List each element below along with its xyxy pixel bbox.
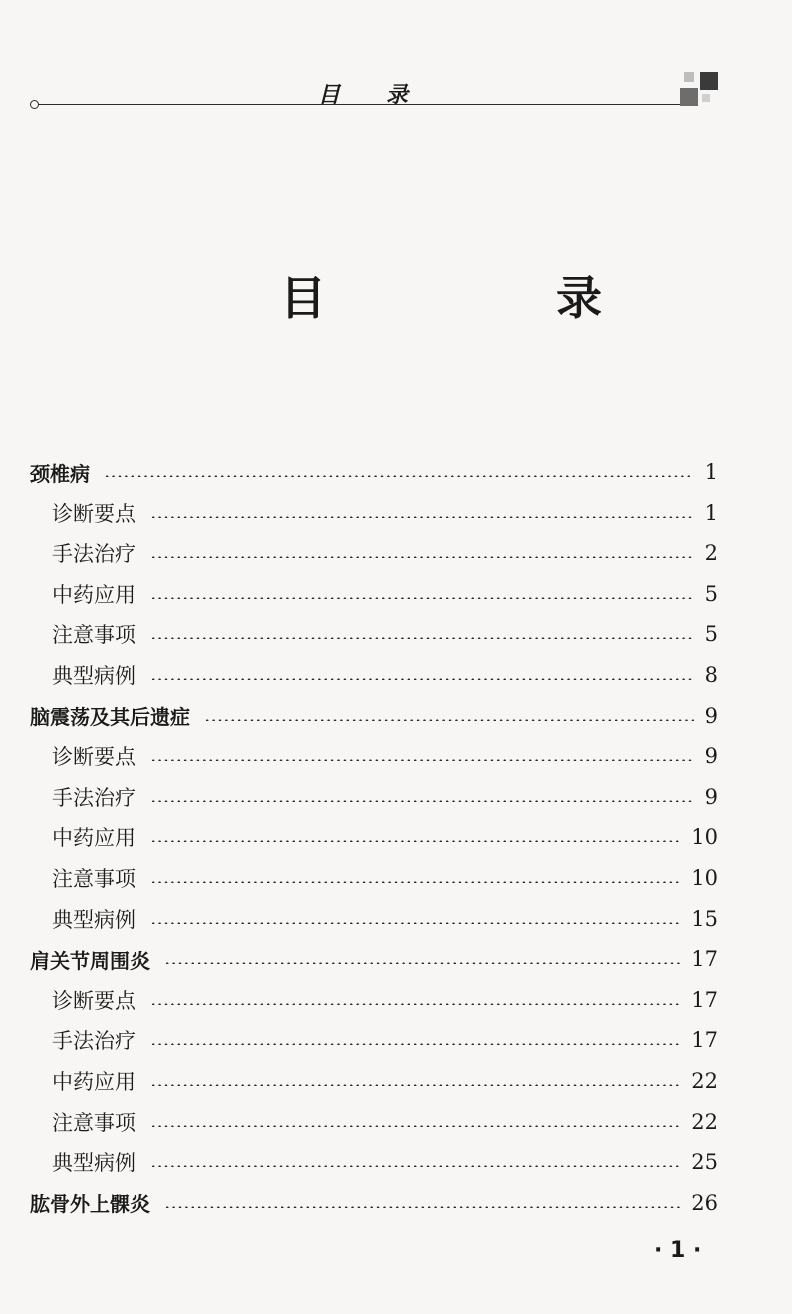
toc-entry-label: 典型病例 [52, 907, 136, 932]
toc-entry-section[interactable] [52, 1142, 718, 1182]
dot-leader [150, 1003, 681, 1005]
header-rule-end-circle [30, 100, 39, 109]
toc-entry-chapter[interactable] [30, 696, 718, 736]
toc-entry-page: 17 [691, 947, 718, 972]
toc-entry-page: 1 [704, 460, 718, 484]
toc-entry-section[interactable] [52, 533, 718, 573]
toc-entry-page: 9 [704, 744, 718, 769]
running-title: 目录 [318, 83, 455, 108]
toc-entry-page: 22 [691, 1069, 718, 1093]
toc-entry-page: 17 [691, 987, 718, 1012]
page-number: · 1 · [654, 1238, 702, 1263]
toc-entry-section[interactable] [52, 1102, 718, 1142]
dot-leader [150, 1165, 681, 1167]
toc-entry-page: 9 [704, 703, 718, 728]
toc-entry-page: 5 [704, 581, 718, 606]
toc-entry-chapter[interactable] [30, 939, 718, 979]
toc-entry-page: 10 [691, 825, 718, 850]
dot-leader [150, 800, 694, 802]
toc-entry-section[interactable] [52, 777, 718, 817]
dot-leader [150, 516, 694, 518]
dot-leader [150, 1084, 681, 1086]
dot-leader [164, 962, 681, 964]
toc-entry-page: 22 [691, 1109, 718, 1134]
toc-entry-label: 诊断要点 [52, 988, 136, 1013]
toc-entry-label: 注意事项 [52, 1110, 136, 1135]
dot-leader [104, 475, 694, 477]
running-header [0, 70, 792, 120]
toc-entry-page: 9 [704, 784, 718, 809]
dot-leader [164, 1206, 681, 1208]
dot-leader [150, 881, 681, 883]
toc-entry-chapter[interactable] [30, 452, 718, 492]
toc-entry-label: 典型病例 [52, 664, 136, 688]
toc-entry-section[interactable] [52, 736, 718, 776]
dot-leader [150, 597, 694, 599]
toc-entry-label: 手法治疗 [52, 1029, 136, 1054]
toc-entry-label: 诊断要点 [52, 501, 136, 526]
decorative-square [700, 72, 718, 90]
toc-entry-label: 手法治疗 [52, 542, 136, 567]
dot-leader [150, 1125, 681, 1127]
dot-leader [204, 719, 694, 721]
toc-entry-section[interactable] [52, 493, 718, 533]
toc-entry-label: 中药应用 [52, 582, 136, 607]
toc-entry-label: 肩关节周围炎 [30, 948, 150, 973]
toc-entry-page: 2 [704, 541, 718, 566]
toc-entry-label: 脑震荡及其后遗症 [30, 705, 190, 730]
toc-entry-page: 15 [691, 906, 718, 931]
toc-entry-page: 8 [704, 663, 718, 687]
toc-entry-label: 典型病例 [52, 1151, 136, 1176]
toc-entry-page: 1 [704, 500, 718, 525]
toc-entry-page: 10 [691, 866, 718, 890]
dot-leader [150, 678, 694, 680]
toc-entry-page: 26 [691, 1190, 718, 1215]
toc-entry-chapter[interactable] [30, 1183, 718, 1223]
toc-entry-label: 诊断要点 [52, 745, 136, 770]
toc-entry-section[interactable] [52, 899, 718, 939]
dot-leader [150, 759, 694, 761]
dot-leader [150, 840, 681, 842]
toc-entry-section[interactable] [52, 1020, 718, 1060]
toc-entry-label: 注意事项 [52, 867, 136, 891]
toc-entry-section[interactable] [52, 1061, 718, 1101]
toc-entry-label: 中药应用 [52, 826, 136, 851]
decorative-square [702, 94, 710, 102]
toc-entry-page: 5 [704, 622, 718, 647]
toc-entry-label: 中药应用 [52, 1070, 136, 1094]
dot-leader [150, 1043, 681, 1045]
toc-entry-section[interactable] [52, 614, 718, 654]
toc-entry-label: 注意事项 [52, 623, 136, 648]
toc-entry-label: 肱骨外上髁炎 [30, 1192, 150, 1217]
toc-entry-section[interactable] [52, 574, 718, 614]
decorative-square [680, 88, 698, 106]
toc-entry-section[interactable] [52, 817, 718, 857]
dot-leader [150, 556, 694, 558]
dot-leader [150, 637, 694, 639]
decorative-square [684, 72, 694, 82]
toc-entry-section[interactable] [52, 980, 718, 1020]
header-rule [36, 104, 680, 105]
page-title: 目 录 [280, 271, 694, 325]
toc-entry-label: 手法治疗 [52, 785, 136, 810]
toc-entry-page: 25 [691, 1150, 718, 1175]
toc-entry-page: 17 [691, 1028, 718, 1053]
toc-entry-section[interactable] [52, 858, 718, 898]
dot-leader [150, 922, 681, 924]
toc-entry-label: 颈椎病 [30, 461, 90, 486]
toc-entry-section[interactable] [52, 655, 718, 695]
